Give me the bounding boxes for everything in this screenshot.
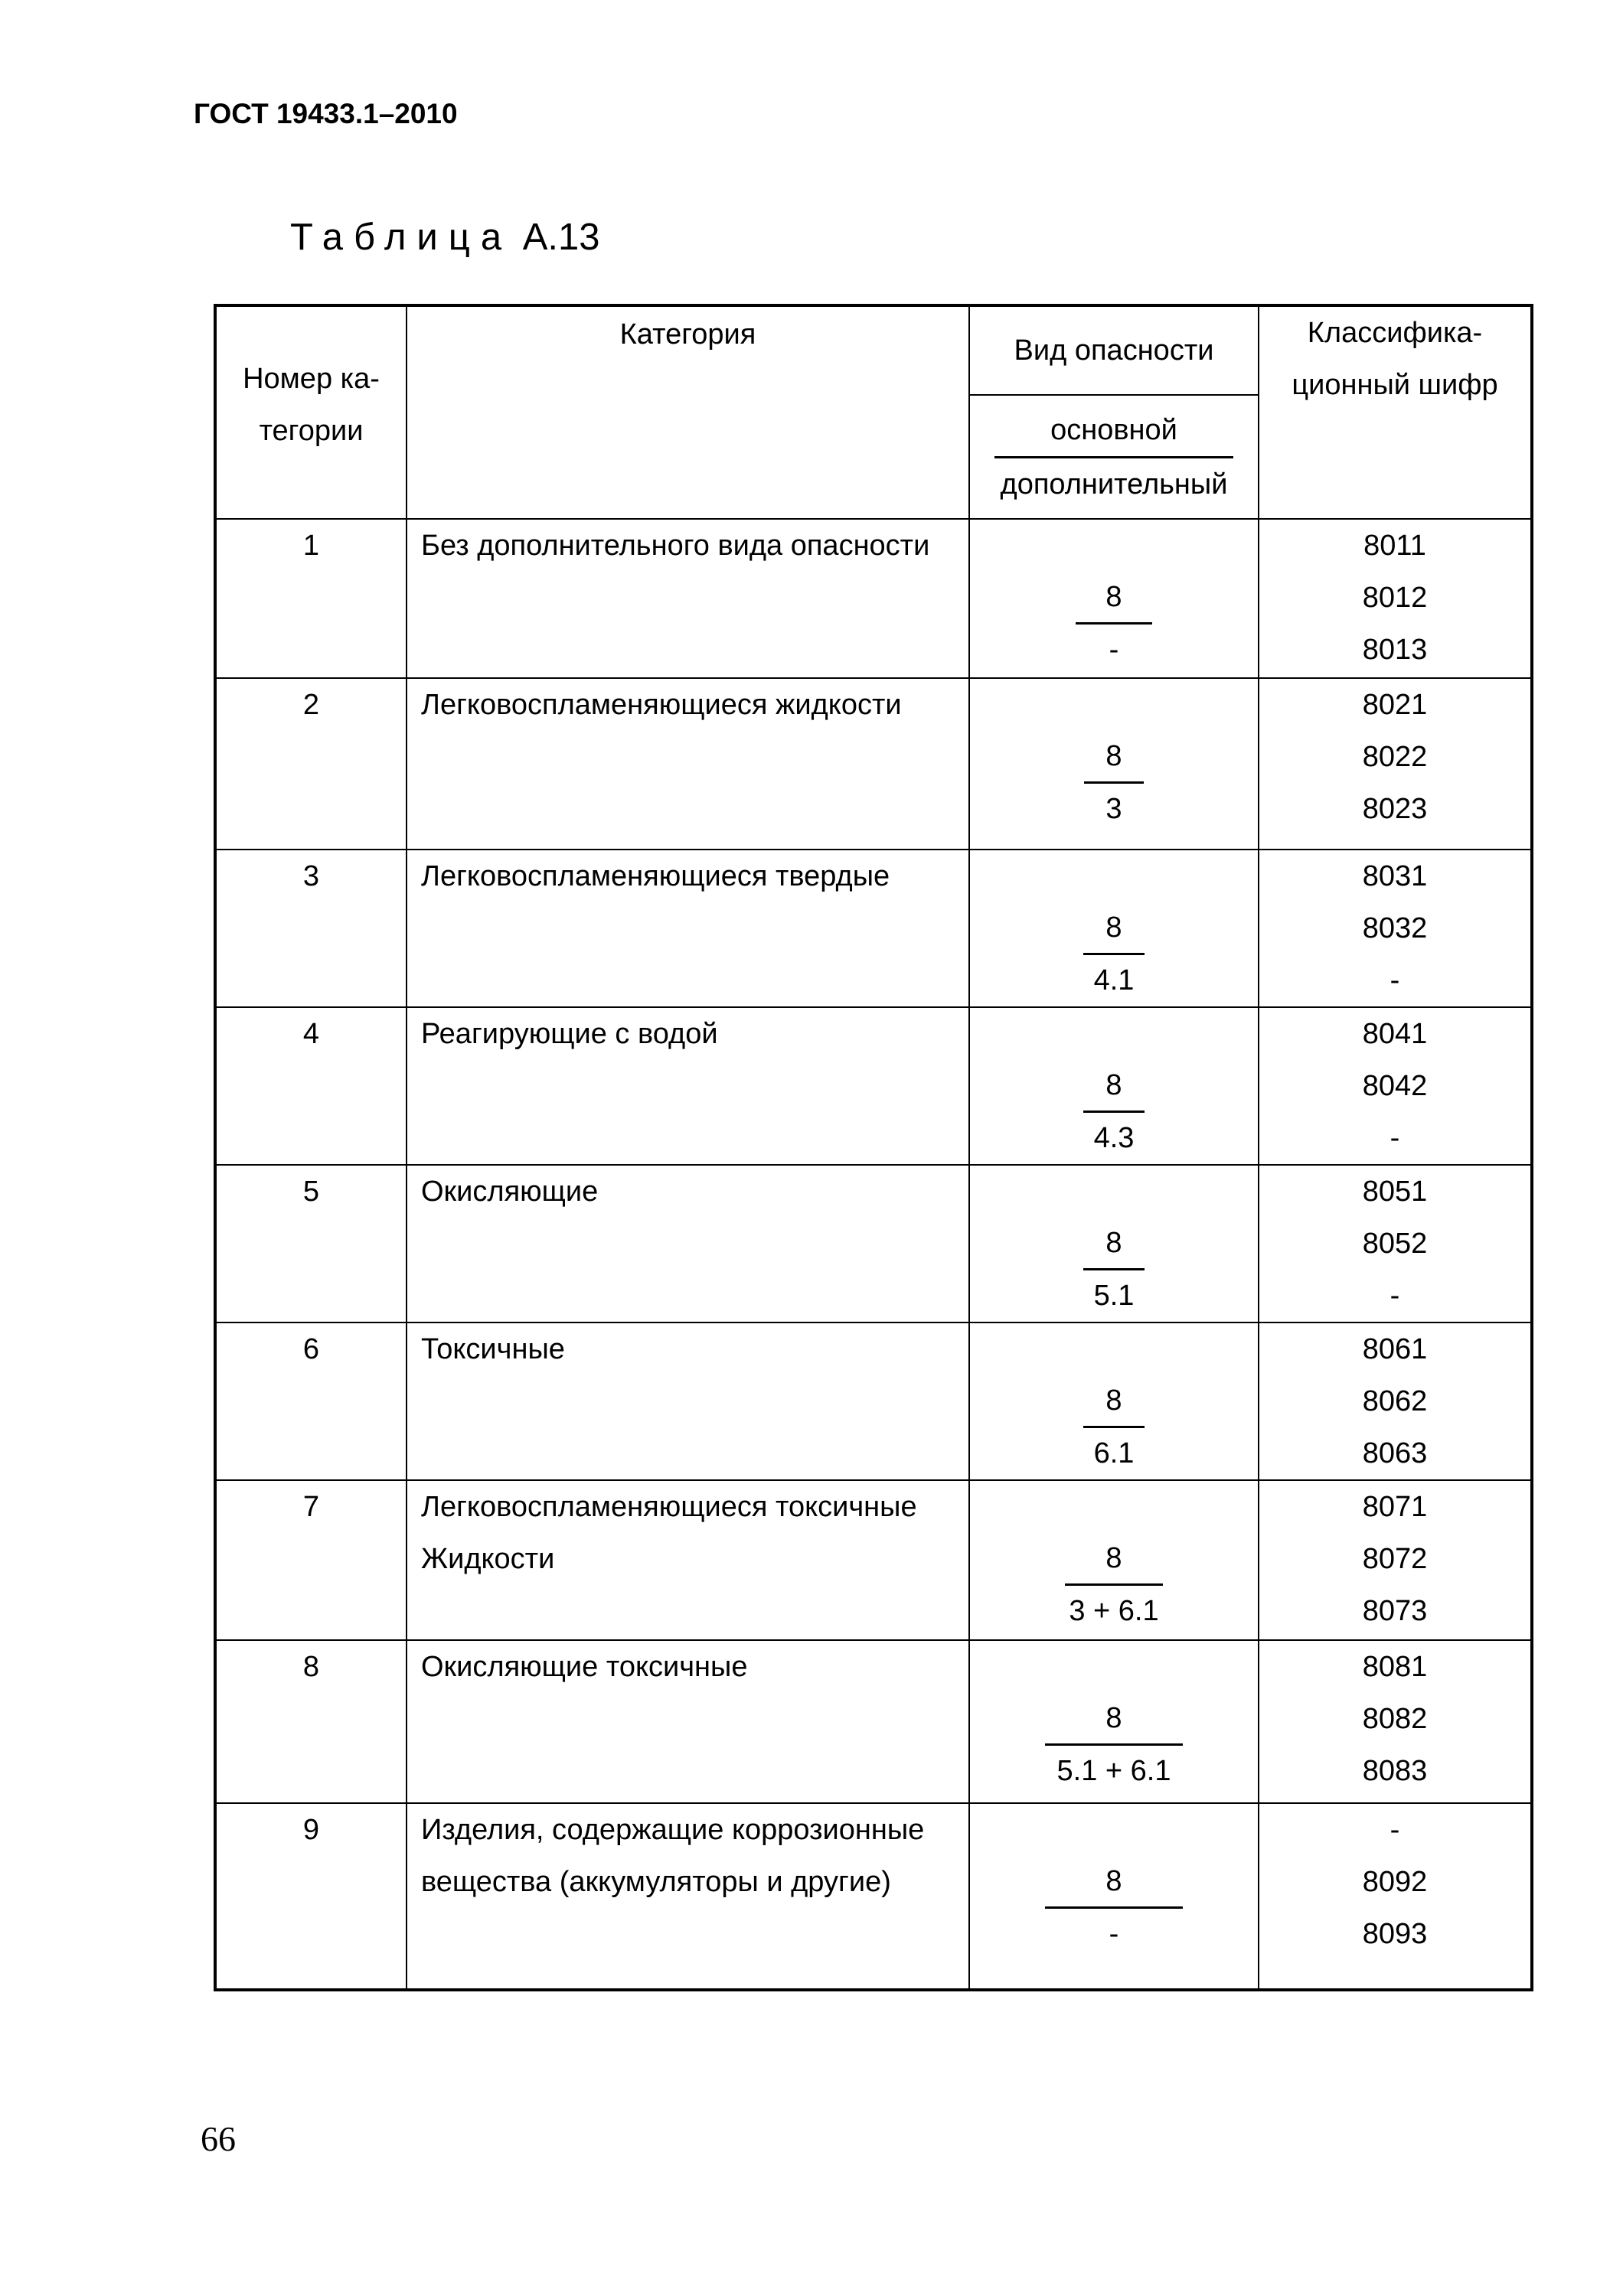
table-row — [215, 1480, 1532, 1640]
hazard-fraction — [1083, 902, 1145, 1006]
classification-code: 8073 — [1362, 1595, 1428, 1627]
header-category-number — [215, 305, 407, 519]
hazard-type — [969, 1803, 1259, 1990]
hazard-secondary: 5.1 — [1093, 1280, 1135, 1312]
category-name-line1: Окисляющие — [421, 1176, 599, 1208]
classification-code: - — [1390, 1280, 1400, 1312]
table-title — [290, 216, 600, 259]
hazard-primary: 8 — [1105, 1865, 1122, 1897]
hazard-type — [969, 1640, 1259, 1803]
classification-codes — [1259, 1640, 1532, 1803]
category-number: 7 — [215, 1480, 407, 1640]
category-name-line1: Реагирующие с водой — [421, 1018, 718, 1050]
hazard-secondary: 3 — [1105, 793, 1122, 825]
category-name-line1: Без дополнительного вида опасности — [421, 530, 930, 562]
classification-codes — [1259, 1007, 1532, 1165]
classification-code: 8023 — [1362, 793, 1428, 825]
table-row — [215, 519, 1532, 678]
hazard-secondary: 4.1 — [1093, 964, 1135, 996]
hazard-primary: 8 — [1105, 740, 1122, 772]
classification-code: - — [1390, 1122, 1400, 1154]
hazard-fraction — [1084, 731, 1144, 834]
classification-code: 8021 — [1362, 689, 1428, 721]
hazard-secondary: - — [1109, 634, 1119, 666]
category-name — [407, 1322, 969, 1480]
header-number-line2: тегории — [259, 415, 364, 447]
category-number: 3 — [215, 850, 407, 1007]
header-classification-code — [1259, 305, 1532, 519]
classification-code: 8092 — [1362, 1866, 1428, 1898]
hazard-secondary: 3 + 6.1 — [1069, 1595, 1159, 1627]
category-name-line1: Токсичные — [421, 1333, 565, 1365]
hazard-fraction — [1083, 1218, 1145, 1321]
hazard-fraction — [1083, 1060, 1145, 1163]
classification-code: 8032 — [1362, 912, 1428, 944]
table-title-number: А.13 — [522, 217, 600, 258]
table-row — [215, 1007, 1532, 1165]
category-name-line2: Жидкости — [421, 1543, 555, 1575]
classification-code: 8061 — [1362, 1333, 1428, 1365]
hazard-type — [969, 850, 1259, 1007]
hazard-primary: 8 — [1105, 1384, 1122, 1417]
hazard-category-table — [214, 304, 1533, 1991]
classification-code: 8081 — [1362, 1651, 1428, 1683]
classification-codes — [1259, 1165, 1532, 1322]
header-row-1 — [215, 305, 1532, 395]
classification-codes — [1259, 1322, 1532, 1480]
classification-codes — [1259, 850, 1532, 1007]
table-row — [215, 1640, 1532, 1803]
hazard-type — [969, 1322, 1259, 1480]
header-category: Категория — [407, 305, 969, 519]
classification-code: 8031 — [1362, 860, 1428, 892]
table-row — [215, 850, 1532, 1007]
classification-code: 8071 — [1362, 1491, 1428, 1523]
category-name-line1: Окисляющие токсичные — [421, 1651, 748, 1683]
classification-code: - — [1390, 1814, 1400, 1846]
category-name — [407, 519, 969, 678]
classification-code: - — [1390, 964, 1400, 996]
category-name — [407, 678, 969, 850]
header-secondary: дополнительный — [1000, 468, 1228, 501]
classification-code: 8051 — [1362, 1176, 1428, 1208]
category-name-line1: Легковоспламеняющиеся жидкости — [421, 689, 902, 721]
hazard-fraction — [1045, 1856, 1183, 1959]
table-body — [215, 519, 1532, 1990]
category-name-line1: Изделия, содержащие коррозионные — [421, 1814, 925, 1846]
hazard-primary: 8 — [1105, 1227, 1122, 1259]
hazard-secondary: 5.1 + 6.1 — [1056, 1755, 1171, 1787]
hazard-type — [969, 1480, 1259, 1640]
table-row — [215, 1165, 1532, 1322]
hazard-type — [969, 519, 1259, 678]
category-name — [407, 1803, 969, 1990]
hazard-secondary: 6.1 — [1093, 1437, 1135, 1469]
classification-code: 8093 — [1362, 1918, 1428, 1950]
hazard-primary: 8 — [1105, 1069, 1122, 1101]
classification-code: 8052 — [1362, 1228, 1428, 1260]
classification-codes — [1259, 519, 1532, 678]
hazard-type — [969, 678, 1259, 850]
classification-code: 8013 — [1362, 634, 1428, 666]
classification-codes — [1259, 678, 1532, 850]
category-name — [407, 1640, 969, 1803]
hazard-primary: 8 — [1105, 912, 1122, 944]
document-id: ГОСТ 19433.1–2010 — [194, 98, 458, 129]
classification-codes — [1259, 1480, 1532, 1640]
hazard-primary: 8 — [1105, 1702, 1122, 1734]
category-number: 9 — [215, 1803, 407, 1990]
table-row — [215, 678, 1532, 850]
table-row — [215, 1803, 1532, 1990]
classification-code: 8072 — [1362, 1543, 1428, 1575]
hazard-secondary: 4.3 — [1093, 1122, 1135, 1154]
classification-code: 8063 — [1362, 1437, 1428, 1469]
hazard-fraction — [1076, 572, 1152, 675]
header-number-line1: Номер ка- — [243, 363, 380, 395]
header-hazard-type: Вид опасности — [969, 305, 1259, 395]
category-name — [407, 1165, 969, 1322]
classification-code: 8041 — [1362, 1018, 1428, 1050]
category-number: 5 — [215, 1165, 407, 1322]
header-hazard-sub — [969, 395, 1259, 519]
hazard-fraction — [1083, 1375, 1145, 1479]
header-code-line2: ционный шифр — [1292, 369, 1498, 401]
hazard-secondary: - — [1109, 1918, 1119, 1950]
header-primary: основной — [1050, 413, 1177, 446]
category-number: 8 — [215, 1640, 407, 1803]
category-name-line2: вещества (аккумуляторы и другие) — [421, 1866, 891, 1898]
category-name-line1: Легковоспламеняющиеся твердые — [421, 860, 890, 892]
category-name-line1: Легковоспламеняющиеся токсичные — [421, 1491, 917, 1523]
hazard-fraction — [1065, 1533, 1163, 1636]
classification-code: 8083 — [1362, 1755, 1428, 1787]
hazard-primary: 8 — [1105, 1542, 1122, 1574]
hazard-fraction — [1045, 1693, 1183, 1796]
table-title-label: Таблица — [290, 217, 513, 258]
category-number: 6 — [215, 1322, 407, 1480]
table-row — [215, 1322, 1532, 1480]
category-name — [407, 850, 969, 1007]
classification-code: 8011 — [1363, 530, 1426, 562]
category-number: 4 — [215, 1007, 407, 1165]
classification-code: 8062 — [1362, 1385, 1428, 1417]
hazard-primary: 8 — [1105, 581, 1122, 613]
header-code-line1: Классифика- — [1307, 317, 1483, 349]
hazard-type — [969, 1165, 1259, 1322]
classification-codes — [1259, 1803, 1532, 1990]
classification-code: 8012 — [1362, 582, 1428, 614]
hazard-type — [969, 1007, 1259, 1165]
page-number: 66 — [201, 2119, 236, 2158]
category-name — [407, 1480, 969, 1640]
category-number: 1 — [215, 519, 407, 678]
classification-code: 8042 — [1362, 1070, 1428, 1102]
classification-code: 8082 — [1362, 1703, 1428, 1735]
category-number: 2 — [215, 678, 407, 850]
category-name — [407, 1007, 969, 1165]
classification-code: 8022 — [1362, 741, 1428, 773]
